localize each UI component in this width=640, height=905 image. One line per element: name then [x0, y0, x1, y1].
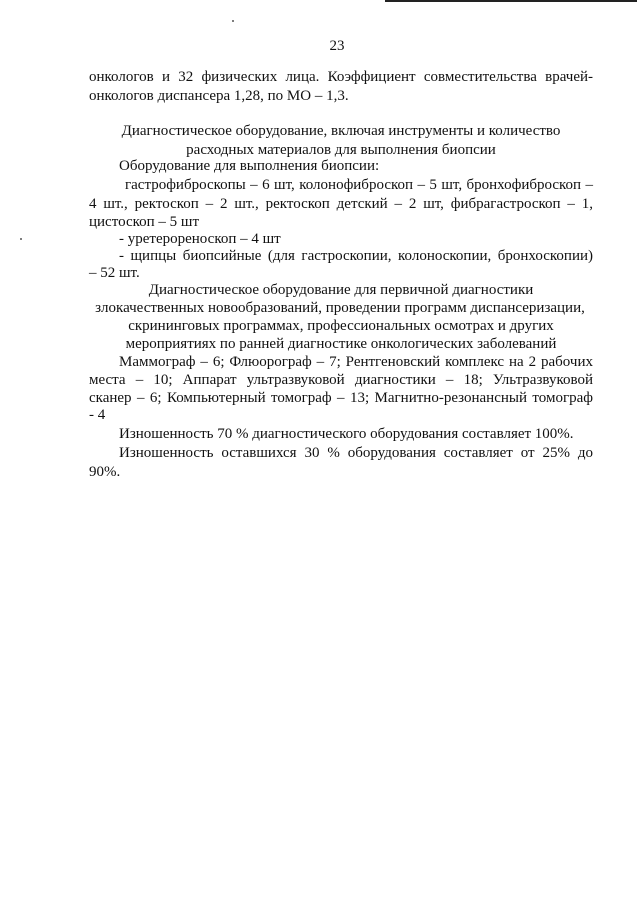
equipment-line-1: Маммограф – 6; Флюорограф – 7; Рентгеновский комплекс на 2 рабочих	[119, 354, 593, 370]
section1-heading-line-2: расходных материалов для выполнения биопсии	[186, 142, 496, 158]
section2-heading-line-2: злокачественных новообразований, проведении программ диспансеризации,	[95, 300, 585, 316]
wear-statement-1: Изношенность 70 % диагностического оборудования составляет 100%.	[119, 426, 574, 442]
scan-edge-line	[385, 0, 637, 2]
biopsy-item-forceps-line-1: - щипцы биопсийные (для гастроскопии, колоноскопии, бронхоскопии)	[119, 248, 593, 264]
page-number: 23	[329, 38, 345, 54]
scan-speck	[232, 20, 234, 22]
biopsy-list-line-2: 4 шт., ректоскоп – 2 шт., ректоскоп детский – 2 шт, фибрагастроскоп – 1,	[89, 196, 593, 212]
equipment-line-3: сканер – 6; Компьютерный томограф – 13; Магнитно-резонансный томограф	[89, 390, 593, 406]
scan-speck	[20, 238, 22, 240]
biopsy-item-forceps-line-2: – 52 шт.	[89, 265, 140, 281]
biopsy-list-line-3: цистоскоп – 5 шт	[89, 214, 200, 230]
equipment-line-4: - 4	[89, 407, 106, 423]
section2-heading-line-1: Диагностическое оборудование для первичной диагностики	[148, 282, 534, 298]
biopsy-list-line-1: гастрофиброскопы – 6 шт, колонофиброскоп – 5 шт, бронхофиброскоп –	[125, 177, 593, 193]
biopsy-item-ureteroscope: - уретерореноскоп – 4 шт	[119, 231, 281, 247]
section2-heading-line-3: скрининговых программах, профессиональных осмотрах и других	[128, 318, 554, 334]
intro-line-1: онкологов и 32 физических лица. Коэффициент совместительства врачей-	[89, 69, 593, 85]
equipment-line-2: места – 10; Аппарат ультразвуковой диагностики – 18; Ультразвуковой	[89, 372, 593, 388]
intro-line-2: онкологов диспансера 1,28, по МО – 1,3.	[89, 88, 349, 104]
section2-heading-line-4: мероприятиях по ранней диагностике онкологических заболеваний	[125, 336, 557, 352]
biopsy-equipment-subheading: Оборудование для выполнения биопсии:	[119, 158, 380, 174]
wear-statement-2-line-1: Изношенность оставшихся 30 % оборудования составляет от 25% до	[119, 445, 593, 461]
section1-heading-line-1: Диагностическое оборудование, включая инструменты и количество	[121, 123, 561, 139]
wear-statement-2-line-2: 90%.	[89, 464, 121, 480]
